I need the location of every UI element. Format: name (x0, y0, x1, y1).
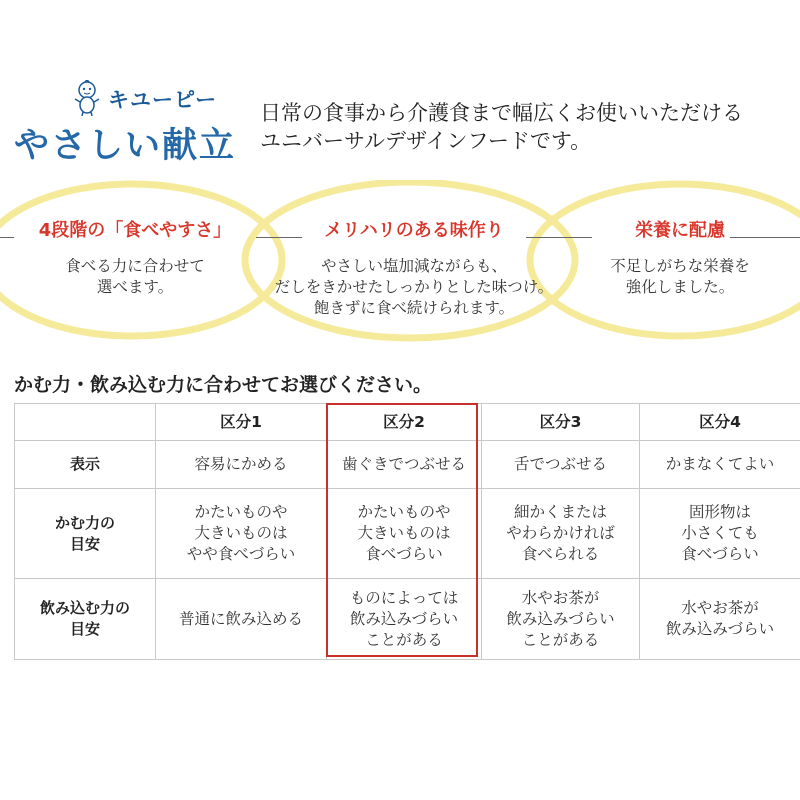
cell-line: 細かくまたは (513, 503, 607, 521)
cell-line: 小さくても (681, 524, 759, 542)
feature-band (0, 180, 800, 350)
column-header: 区分1 (156, 404, 327, 441)
cell-line: 食べづらい (365, 545, 443, 563)
row-header-line: 目安 (69, 620, 100, 638)
cell-line: ことがある (521, 630, 600, 649)
cell-line: 飲み込みづらい (349, 609, 459, 628)
feature-desc-line: 不足しがちな栄養を (610, 257, 750, 275)
feature-nutrition (560, 216, 800, 298)
cell-line: 食べられる (521, 545, 600, 563)
category-table (14, 403, 800, 660)
row-header-line: かむ力の (54, 513, 115, 532)
feature-desc (258, 256, 570, 319)
table-cell (327, 579, 482, 660)
kewpie-doll-icon (72, 80, 102, 116)
table-cell (156, 579, 327, 660)
column-header: 区分4 (640, 404, 800, 441)
cell-line: ことがある (365, 630, 443, 649)
cell-line: 食べづらい (681, 545, 759, 563)
feature-title: 4段階の「食べやすさ」 (38, 220, 232, 241)
table-cell (482, 489, 640, 579)
table-cell (327, 489, 482, 579)
table-row (15, 441, 800, 489)
brand-name: キユーピー (108, 88, 218, 112)
column-header: 区分3 (482, 404, 640, 441)
tagline (260, 99, 790, 155)
column-header: 区分2 (327, 404, 482, 441)
cell-line: 大きいものは (194, 524, 288, 542)
table-row (15, 489, 800, 579)
feature-title: 栄養に配慮 (635, 220, 725, 241)
cell-line: 固形物は (688, 503, 751, 521)
feature-desc-line: 選べます。 (96, 278, 174, 296)
feature-desc-line: 食べる力に合わせて (65, 257, 205, 275)
table-corner (15, 404, 156, 441)
feature-taste (258, 216, 570, 319)
row-header-line: 飲み込む力の (39, 599, 130, 617)
table-cell (640, 441, 800, 489)
cell-line: 舌でつぶせる (513, 455, 607, 473)
cell-line: 普通に飲み込める (178, 609, 303, 628)
feature-desc (560, 256, 800, 298)
cell-line: やや食べづらい (186, 545, 296, 563)
feature-ease (0, 216, 270, 298)
table-header-row (15, 404, 800, 441)
feature-desc-line: 飽きずに食べ続けられます。 (313, 299, 515, 317)
cell-line: 大きいものは (357, 524, 451, 542)
feature-desc (0, 256, 270, 298)
product-name: やさしい献立 (14, 126, 237, 166)
cell-line: 飲み込みづらい (665, 620, 775, 638)
cell-line: かたいものや (357, 503, 451, 521)
cell-line: 容易にかめる (194, 455, 288, 473)
table-cell (640, 579, 800, 660)
table-cell (156, 441, 327, 489)
table-cell (482, 579, 640, 660)
table-row (15, 579, 800, 660)
tagline-line: 日常の食事から介護食まで幅広くお使いいただける (260, 101, 743, 125)
cell-line: 水やお茶が (521, 588, 600, 607)
table-cell (327, 441, 482, 489)
cell-line: 歯ぐきでつぶせる (341, 455, 466, 473)
row-header-line: 目安 (69, 534, 100, 553)
tagline-line: ユニバーサルデザインフードです。 (260, 129, 592, 153)
table-cell (482, 441, 640, 489)
feature-title: メリハリのある味作り (324, 220, 504, 241)
row-header (15, 441, 156, 489)
cell-line: かまなくてよい (665, 455, 775, 473)
brand-logo (14, 78, 237, 168)
cell-line: かたいものや (194, 503, 288, 521)
row-header (15, 579, 156, 660)
feature-desc-line: だしをきかせたしっかりとした味つけ。 (274, 278, 554, 296)
cell-line: 水やお茶が (681, 599, 759, 617)
table-cell (640, 489, 800, 579)
cell-line: やわらかければ (506, 524, 615, 542)
feature-desc-line: やさしい塩加減ながらも、 (320, 257, 507, 275)
row-header (15, 489, 156, 579)
section-heading: かむ力・飲み込む力に合わせてお選びください。 (14, 374, 433, 396)
cell-line: 飲み込みづらい (506, 609, 615, 628)
feature-desc-line: 強化しました。 (625, 278, 735, 296)
table-cell (156, 489, 327, 579)
cell-line: ものによっては (349, 588, 459, 607)
row-header-line: 表示 (69, 455, 100, 473)
